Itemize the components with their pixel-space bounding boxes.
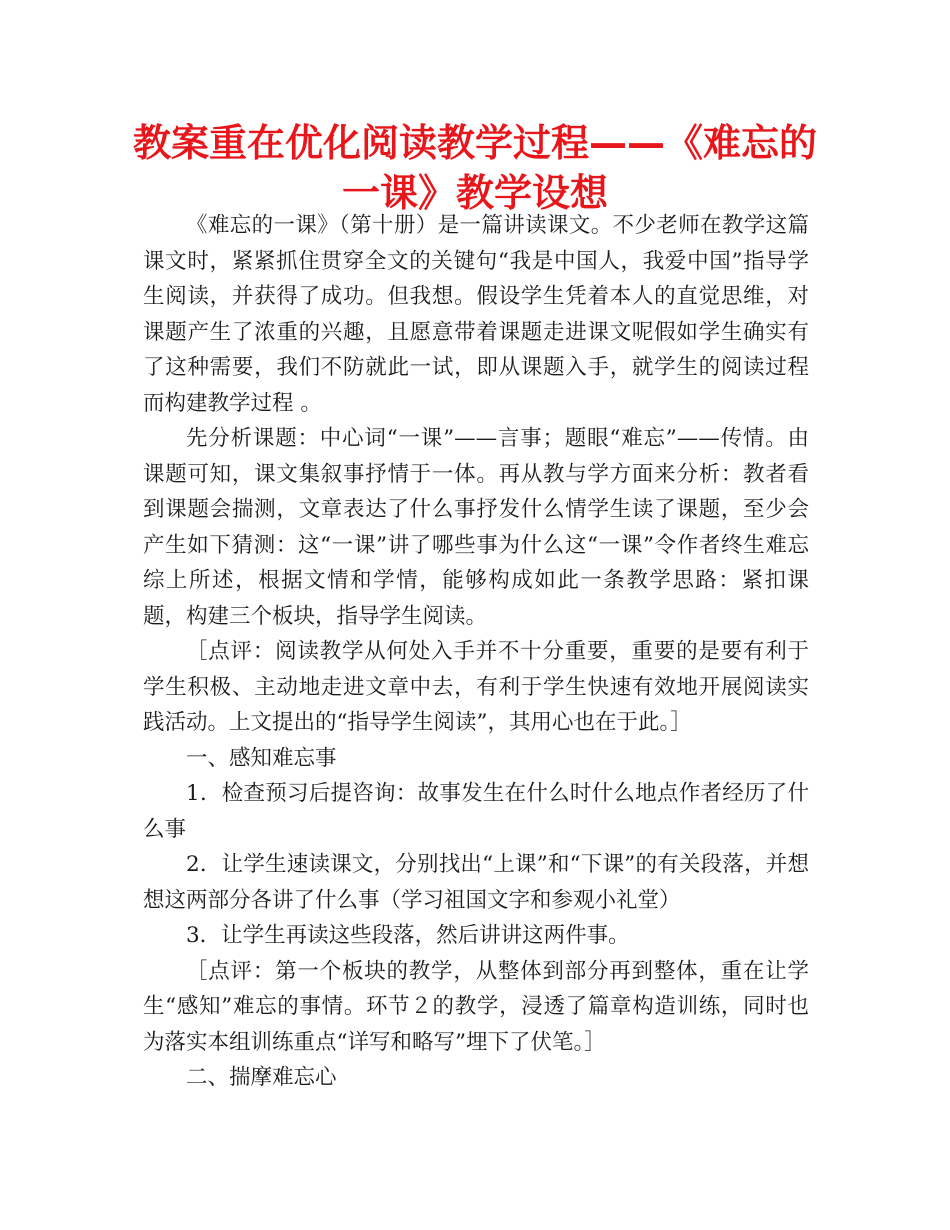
paragraph-step-2: 2．让学生速读课文，分别找出“上课”和“下课”的有关段落，并想想这两部分各讲了什么事（学习祖国文字和参观小礼堂） [143, 852, 809, 913]
paragraph-intro: 《难忘的一课》（第十册）是一篇讲读课文。不少老师在教学这篇课文时，紧紧抓住贯穿全文的关键句“我是中国人，我爱中国”指导学生阅读，并获得了成功。但我想。假设学生凭着本人的直觉思维，对课题产生了浓重的兴趣，且愿意带着课题走进课文呢假如学生确实有了这种需要，我们不防就此一试，即从课题入手，就学生的阅读过程而构建教学过程 。 [143, 213, 809, 416]
paragraph-step-3: 3．让学生再读这些段落，然后讲讲这两件事。 [186, 923, 630, 948]
paragraph-comment-2: ［点评：第一个板块的教学，从整体到部分再到整体，重在让学生“感知”难忘的事情。环节２的教学，浸透了篇章构造训练，同时也为落实本组训练重点“详写和略写”埋下了伏笔。］ [143, 958, 809, 1055]
paragraph-comment-1: ［点评：阅读教学从何处入手并不十分重要，重要的是要有利于学生积极、主动地走进文章中去，有利于学生快速有效地开展阅读实践活动。上文提出的“指导学生阅读”，其用心也在于此。］ [143, 639, 809, 735]
document-body [143, 208, 809, 1096]
paragraph-step-1: 1．检查预习后提咨询：故事发生在什么时什么地点作者经历了什么事 [143, 781, 809, 842]
document-title: 教案重在优化阅读教学过程——《难忘的一课》教学设想 [132, 121, 817, 215]
section-heading-2: 二、揣摩难忘心 [186, 1065, 337, 1090]
section-heading-1: 一、感知难忘事 [186, 745, 337, 771]
paragraph-analysis: 先分析课题：中心词“一课”——言事；题眼“难忘”——传情。由课题可知，课文集叙事抒情于一体。再从教与学方面来分析：教者看到课题会揣测，文章表达了什么事抒发什么情学生读了课题，至少会产生如下猜测：这“一课”讲了哪些事为什么这“一课”令作者终生难忘综上所述，根据文情和学情，能够构成如此一条教学思路：紧扣课题，构建三个板块，指导学生阅读。 [143, 426, 809, 629]
